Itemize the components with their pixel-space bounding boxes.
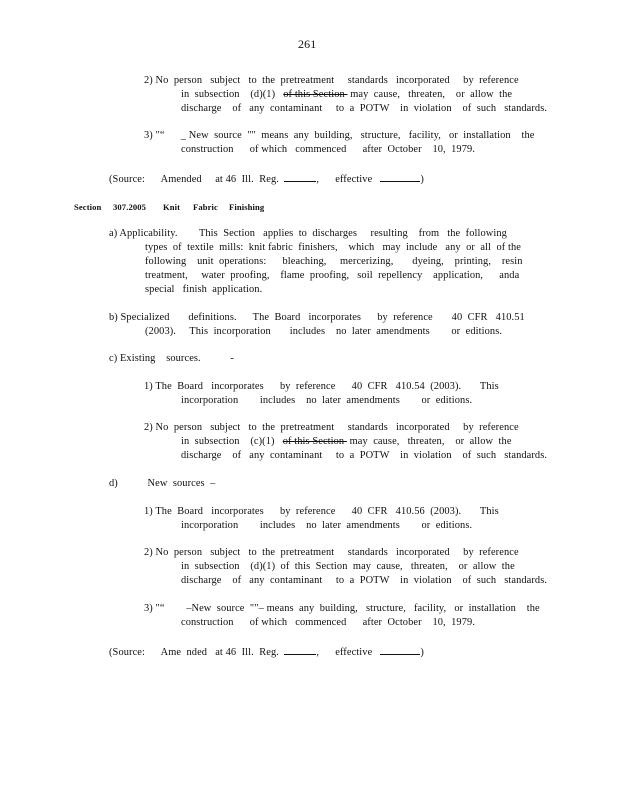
paragraph-line: 3) "“ _ New source "" means any building, structure, facility, or installation the (144, 130, 535, 141)
blank-line (380, 171, 420, 182)
text-segment: , effective (316, 174, 381, 185)
paragraph-line: d) New sources – (109, 478, 216, 489)
text-segment: may cause, threaten, or allow the (347, 89, 513, 100)
paragraph-line: incorporation includes no later amendments or editions. (181, 520, 473, 531)
paragraph-line (181, 435, 512, 449)
paragraph-line: discharge of any contaminant to a POTW in violation of such standards. (181, 450, 548, 461)
source-note (109, 171, 424, 187)
blank-line (284, 644, 316, 655)
section-title-word: Finishing (229, 202, 265, 212)
paragraph-line: treatment, water proofing, flame proofing, soil repellency application, anda (145, 270, 520, 281)
blank-line (380, 644, 420, 655)
paragraph-line: c) Existing sources. - (109, 353, 234, 364)
paragraph-line: b) Specialized definitions. The Board incorporates by reference 40 CFR 410.51 (109, 312, 525, 323)
page-number: 261 (298, 37, 317, 51)
text-segment: may cause, threaten, or allow the (346, 436, 512, 447)
paragraph-line: 1) The Board incorporates by reference 40 CFR 410.54 (2003). This (144, 381, 499, 392)
text-segment: ) (420, 647, 424, 658)
text-segment: in subsection (c)(1) (181, 436, 283, 447)
text-segment: , effective (316, 647, 381, 658)
section-title-word: Knit (163, 202, 181, 212)
blank-line (284, 171, 316, 182)
paragraph-line: in subsection (d)(1) of this Section may cause, threaten, or allow the (181, 561, 515, 572)
paragraph-line: discharge of any contaminant to a POTW in violation of such standards. (181, 575, 548, 586)
paragraph-line: special finish application. (145, 284, 263, 295)
section-number: 307.2005 (113, 202, 147, 212)
paragraph-line: 2) No person subject to the pretreatment standards incorporated by reference (144, 422, 519, 433)
paragraph-line (181, 88, 512, 102)
struck-text: of this Section (283, 89, 348, 100)
source-note (109, 644, 424, 660)
paragraph-line: types of textile mills: knit fabric finishers, which may include any or all of the (145, 242, 521, 253)
paragraph-line: 2) No person subject to the pretreatment standards incorporated by reference (144, 75, 519, 86)
paragraph-line: incorporation includes no later amendments or editions. (181, 395, 473, 406)
paragraph-line: a) Applicability. This Section applies to discharges resulting from the following (109, 228, 507, 239)
paragraph-line: 3) "“ –New source ""– means any building, structure, facility, or installation the (144, 603, 540, 614)
paragraph-line: discharge of any contaminant to a POTW in violation of such standards. (181, 103, 548, 114)
section-heading: Section (74, 202, 102, 212)
text-segment: (Source: Amended at 46 Ill. Reg. (109, 174, 285, 185)
struck-text: of this Section (282, 436, 347, 447)
text-segment: (Source: Ame nded at 46 Ill. Reg. (109, 647, 285, 658)
paragraph-line: following unit operations: bleaching, mercerizing, dyeing, printing, resin (145, 256, 523, 267)
paragraph-line: 1) The Board incorporates by reference 40 CFR 410.56 (2003). This (144, 506, 499, 517)
section-title-word: Fabric (193, 202, 218, 212)
paragraph-line: 2) No person subject to the pretreatment standards incorporated by reference (144, 547, 519, 558)
text-segment: in subsection (d)(1) (181, 89, 284, 100)
paragraph-line: construction of which commenced after October 10, 1979. (181, 144, 476, 155)
paragraph-line: construction of which commenced after October 10, 1979. (181, 617, 476, 628)
text-segment: ) (420, 174, 424, 185)
paragraph-line: (2003). This incorporation includes no later amendments or editions. (145, 326, 503, 337)
